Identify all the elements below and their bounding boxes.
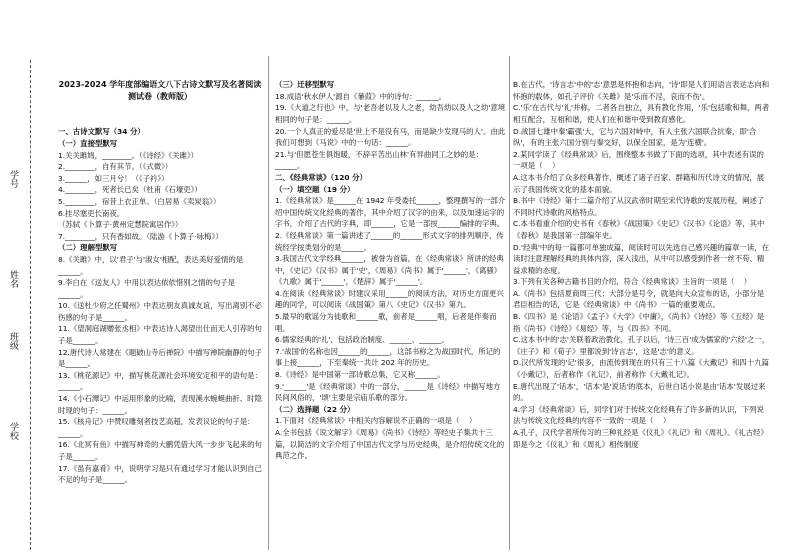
- column-divider: [509, 56, 510, 550]
- question-line: B.《四书》是《论语》《孟子》《大学》《中庸》，《尚书》《诗经》等《五经》是指《尚书》《诗经》《易经》等，与《四书》不同。: [513, 312, 765, 333]
- question-line: 6.儒家经典的'礼'，包括政治制度、______、______。: [275, 335, 449, 345]
- question-line: C.这本书中的'志'关联着政治教化，孔子以后，'诗三百'成为儒家的'六经'之一，《庄子》和《荀子》里都说到'诗言志'，这是'志'的意义。: [513, 335, 770, 356]
- question-line: 13.《桃花源记》中，描写桃花源社会环境安定和平的语句是：______。: [58, 370, 262, 392]
- student-id-label: 学号: [8, 170, 18, 188]
- question-line: 二、《经典常谈》（120 分）: [275, 172, 367, 182]
- question-line: C.本书看重介绍的史书有《春秋》《战国策》《史记》《汉书》《论语》等，其中《春秋》是我国第一部编年史。: [513, 219, 765, 240]
- binding-margin: [0, 0, 58, 560]
- column-divider: [268, 56, 269, 550]
- middle-question-list: [275, 79, 507, 462]
- question-line: 2.某同学读了《经典常谈》后，围绕整本书做了下面的选项，其中表述有误的一项是（ ）: [513, 149, 764, 171]
- question-line: A.全书包括《说文解字》《周易》《尚书》《诗经》等经史子集共十三篇，以简洁的文字介绍了中国古代文学与历史经典，是介绍传统文化的典范之作。: [275, 428, 505, 461]
- question-line: 1.关关雎鸠，________。（《诗经》《关雎》）: [58, 150, 199, 160]
- question-line: 1.下面对《经典常谈》中相关内容解说不正确的一项是（ ）: [275, 416, 477, 426]
- question-line: 5.________，宿昔上衣正单。（白居易《卖炭翁》）: [58, 196, 221, 206]
- question-line: 8.《关雎》中，以'君子'与'淑女'相配，表达美好爱情的是______。: [58, 254, 244, 276]
- question-line: A.这本书介绍了众多经典著作，概述了诸子百家、群籍和历代诗文的情况，展示了我国传统文化的基本面貌。: [513, 172, 765, 194]
- question-line: 5.最早的歌谣分为徒歌和______歌，前者是______唱，后者是伴奏而唱。: [275, 312, 497, 333]
- question-line: 21.与'但愿苍生俱饱暖，不辞辛苦出山林'有异曲同工之妙的是：______。: [275, 149, 483, 171]
- question-line: 2.________，自有其节。（《式微》）: [58, 162, 173, 172]
- question-line: A.《尚书》包括夏商周三代；大部分是号令，就是向大众宣布的话，小部分是君臣相告的话，它是《经典常谈》中《尚书》一篇的重要观点。: [513, 288, 765, 310]
- question-line: 3.______，如三月兮！（《子衿》）: [58, 173, 169, 183]
- question-line: 2.《经典常谈》第一篇讲述了______的______形式文字的排列顺序，传统经学按类划分的是______。: [275, 230, 504, 252]
- question-line: （三）迁移型默写: [275, 80, 335, 90]
- question-line: 19.《大道之行也》中，与'老吾老以及人之老，幼吾幼以及人之幼'意境相同的句子是：______。: [275, 103, 506, 124]
- question-line: （一）填空题（19 分）: [275, 184, 355, 194]
- question-line: 15.《核舟记》中赞叹雕刻者技艺高超，发表议论的句子是：______。: [58, 417, 255, 438]
- question-line: D.战国七雄中秦'霸强'大，它与六国对峙中，有人主张六国联合抗秦，即'合纵'，有的主张六国分别与秦交好，以保全国家，是为'连横'。: [513, 126, 757, 148]
- question-line: C.'乐'在古代与'礼'并称，二者各自独立，具有教化作用，'乐'包括歌和舞，两者相互配合，互相和谐，使人们在和谐中受到教育感化。: [513, 103, 770, 124]
- column-left: [58, 56, 262, 497]
- question-line: B.书中《诗经》第十二篇介绍了从汉武帝时期至宋代诗歌的发展历程，阐述了不同时代诗歌的风格特点。: [513, 196, 765, 217]
- question-line: （二）选择题（22 分）: [275, 404, 355, 414]
- question-line: 4.________，死者长已矣（杜甫《石壕吏》）: [58, 185, 202, 195]
- column-right: [513, 56, 771, 462]
- question-line: 12.唐代诗人常建在《题破山寺后禅院》中描写禅院幽静的句子是______。: [58, 347, 262, 369]
- question-line: 20.一个人真正的爱尽是'世上不是没有马，而是缺少发现马的人'。由此我们可想到《马说》中的一句话：______。: [275, 126, 506, 148]
- question-line: D.'经典'中的每一篇都可单独成篇，阅读时可以先选自己感兴趣的篇章一读，在读时注意理解经典的具体内容，深入浅出，从中可以感受到作者一丝不苟、精益求精的态度。: [513, 242, 769, 275]
- question-line: 10.《送杜少府之任蜀州》中表达朋友真诚友谊，写出离别不必伤感的句子是______。: [58, 301, 262, 322]
- question-line: 3.下列有关各种古籍书目的介绍，符合《经典常谈》主旨的一项是（ ）: [513, 277, 752, 287]
- left-question-list: [58, 126, 262, 485]
- question-line: 14.《小石潭记》中运用形象的比喻，表现溪水蜿蜒曲折、时隐时现的句子：______。: [58, 394, 262, 415]
- column-middle: [275, 56, 507, 473]
- cut-line: [30, 60, 31, 550]
- question-line: 一、古诗文默写（34 分）: [58, 127, 145, 137]
- school-label: 学校: [8, 422, 18, 440]
- question-line: D.汉代所发现的'记'很多，由流传到现在的只有三十八篇《大戴记》和四十九篇《小戴记》，后者称作《礼记》，前者称作《大戴礼记》。: [513, 358, 769, 380]
- question-line: A.孔子，汉代学者所传习的三种礼经是《仪礼》《礼记》和《周礼》。《礼古经》即是今之《仪礼》和《周礼》相传制度: [513, 428, 768, 449]
- question-line: （苏轼《卜算子·黄州定慧院寓居作》）: [58, 220, 183, 230]
- question-line: 9.'______'是《经典常谈》中的一部分，______是《诗经》中描写地方民间风俗的，'颂'主要是宗庙乐歌的部分。: [275, 381, 501, 403]
- question-line: 3.我国古代文学经典______，被誉为首篇，在《经典常谈》所讲的经典中，《史记》《汉书》属于'史'，《周易》《尚书》属于'______'，《离骚》《九歌》属于'______'，《楚辞》属于'______'。: [275, 254, 504, 287]
- question-line: B.在古代，'诗言志'中的'志'意思是怀抱和志向，'诗'即是人们用语言表达志向和怀抱的载体，如孔子评价《关雎》是'乐而不淫，哀而不伤'。: [513, 80, 770, 101]
- page-title: 2023-2024 学年度部编语文八下古诗文默写及名著阅读测试卷（教师版）: [58, 80, 262, 102]
- question-line: （一）直接型默写: [58, 138, 118, 148]
- question-line: 4.学习《经典常谈》后，同学们对于传统文化经典有了许多新的认识，下列说法与传统文化经典的内容不一致的一项是（ ）: [513, 404, 764, 426]
- question-line: 7.'战国'的名称也因______的______，这部书称之为战国时代，所记的事上接______，下至秦统一共计 202 年的历史。: [275, 346, 501, 368]
- question-line: 11.《望洞庭湖赠张丞相》中表达诗人渴望出仕而无人引荐的句子是______。: [58, 324, 262, 346]
- question-line: E.唐代出现了'话本'，'话本'是'说话'的底本，后世白话小说是由'话本'发展过来的。: [513, 381, 766, 403]
- question-line: （二）理解型默写: [58, 243, 118, 253]
- question-line: 7.________，只有香如故。（陆游《卜算子·咏梅》）: [58, 231, 223, 241]
- question-line: 17.《虽有嘉肴》中，说明学习是只有通过学习才能认识到自己不足的句子是______。: [58, 463, 262, 485]
- question-line: 18.成语'秋水伊人'源自《蒹葭》中的诗句：______。: [275, 91, 447, 101]
- question-line: 6.挂尽塞吏长南夜。: [58, 208, 125, 218]
- right-question-list: [513, 79, 771, 450]
- name-label: 姓名: [8, 270, 18, 288]
- question-line: 8.《诗经》是中国第一部诗歌总集，它又称______。: [275, 370, 445, 380]
- class-label: 班级: [8, 332, 18, 350]
- question-line: 4.在阅读《经典常谈》时建议采用______的阅读方法，对历史方面更兴趣的同学，可以阅读《战国策》第八《史记》《汉书》第九。: [275, 288, 504, 310]
- question-line: 1.《经典常谈》是______在 1942 年受委托______，整理撰写的一部介绍中国传统文化经典的著作，其中介绍了汉字的由来，以及加速运字的字书，介绍了古代的字典，即______，它是一部按______编排的字典。: [275, 196, 506, 229]
- question-line: 16.《北冥有鱼》中描写神奇的大鹏凭借大风一步步飞起来的句子是______。: [58, 440, 262, 461]
- question-line: 9.李白在《送友人》中用以表达依依惜别之情的句子是______。: [58, 278, 236, 299]
